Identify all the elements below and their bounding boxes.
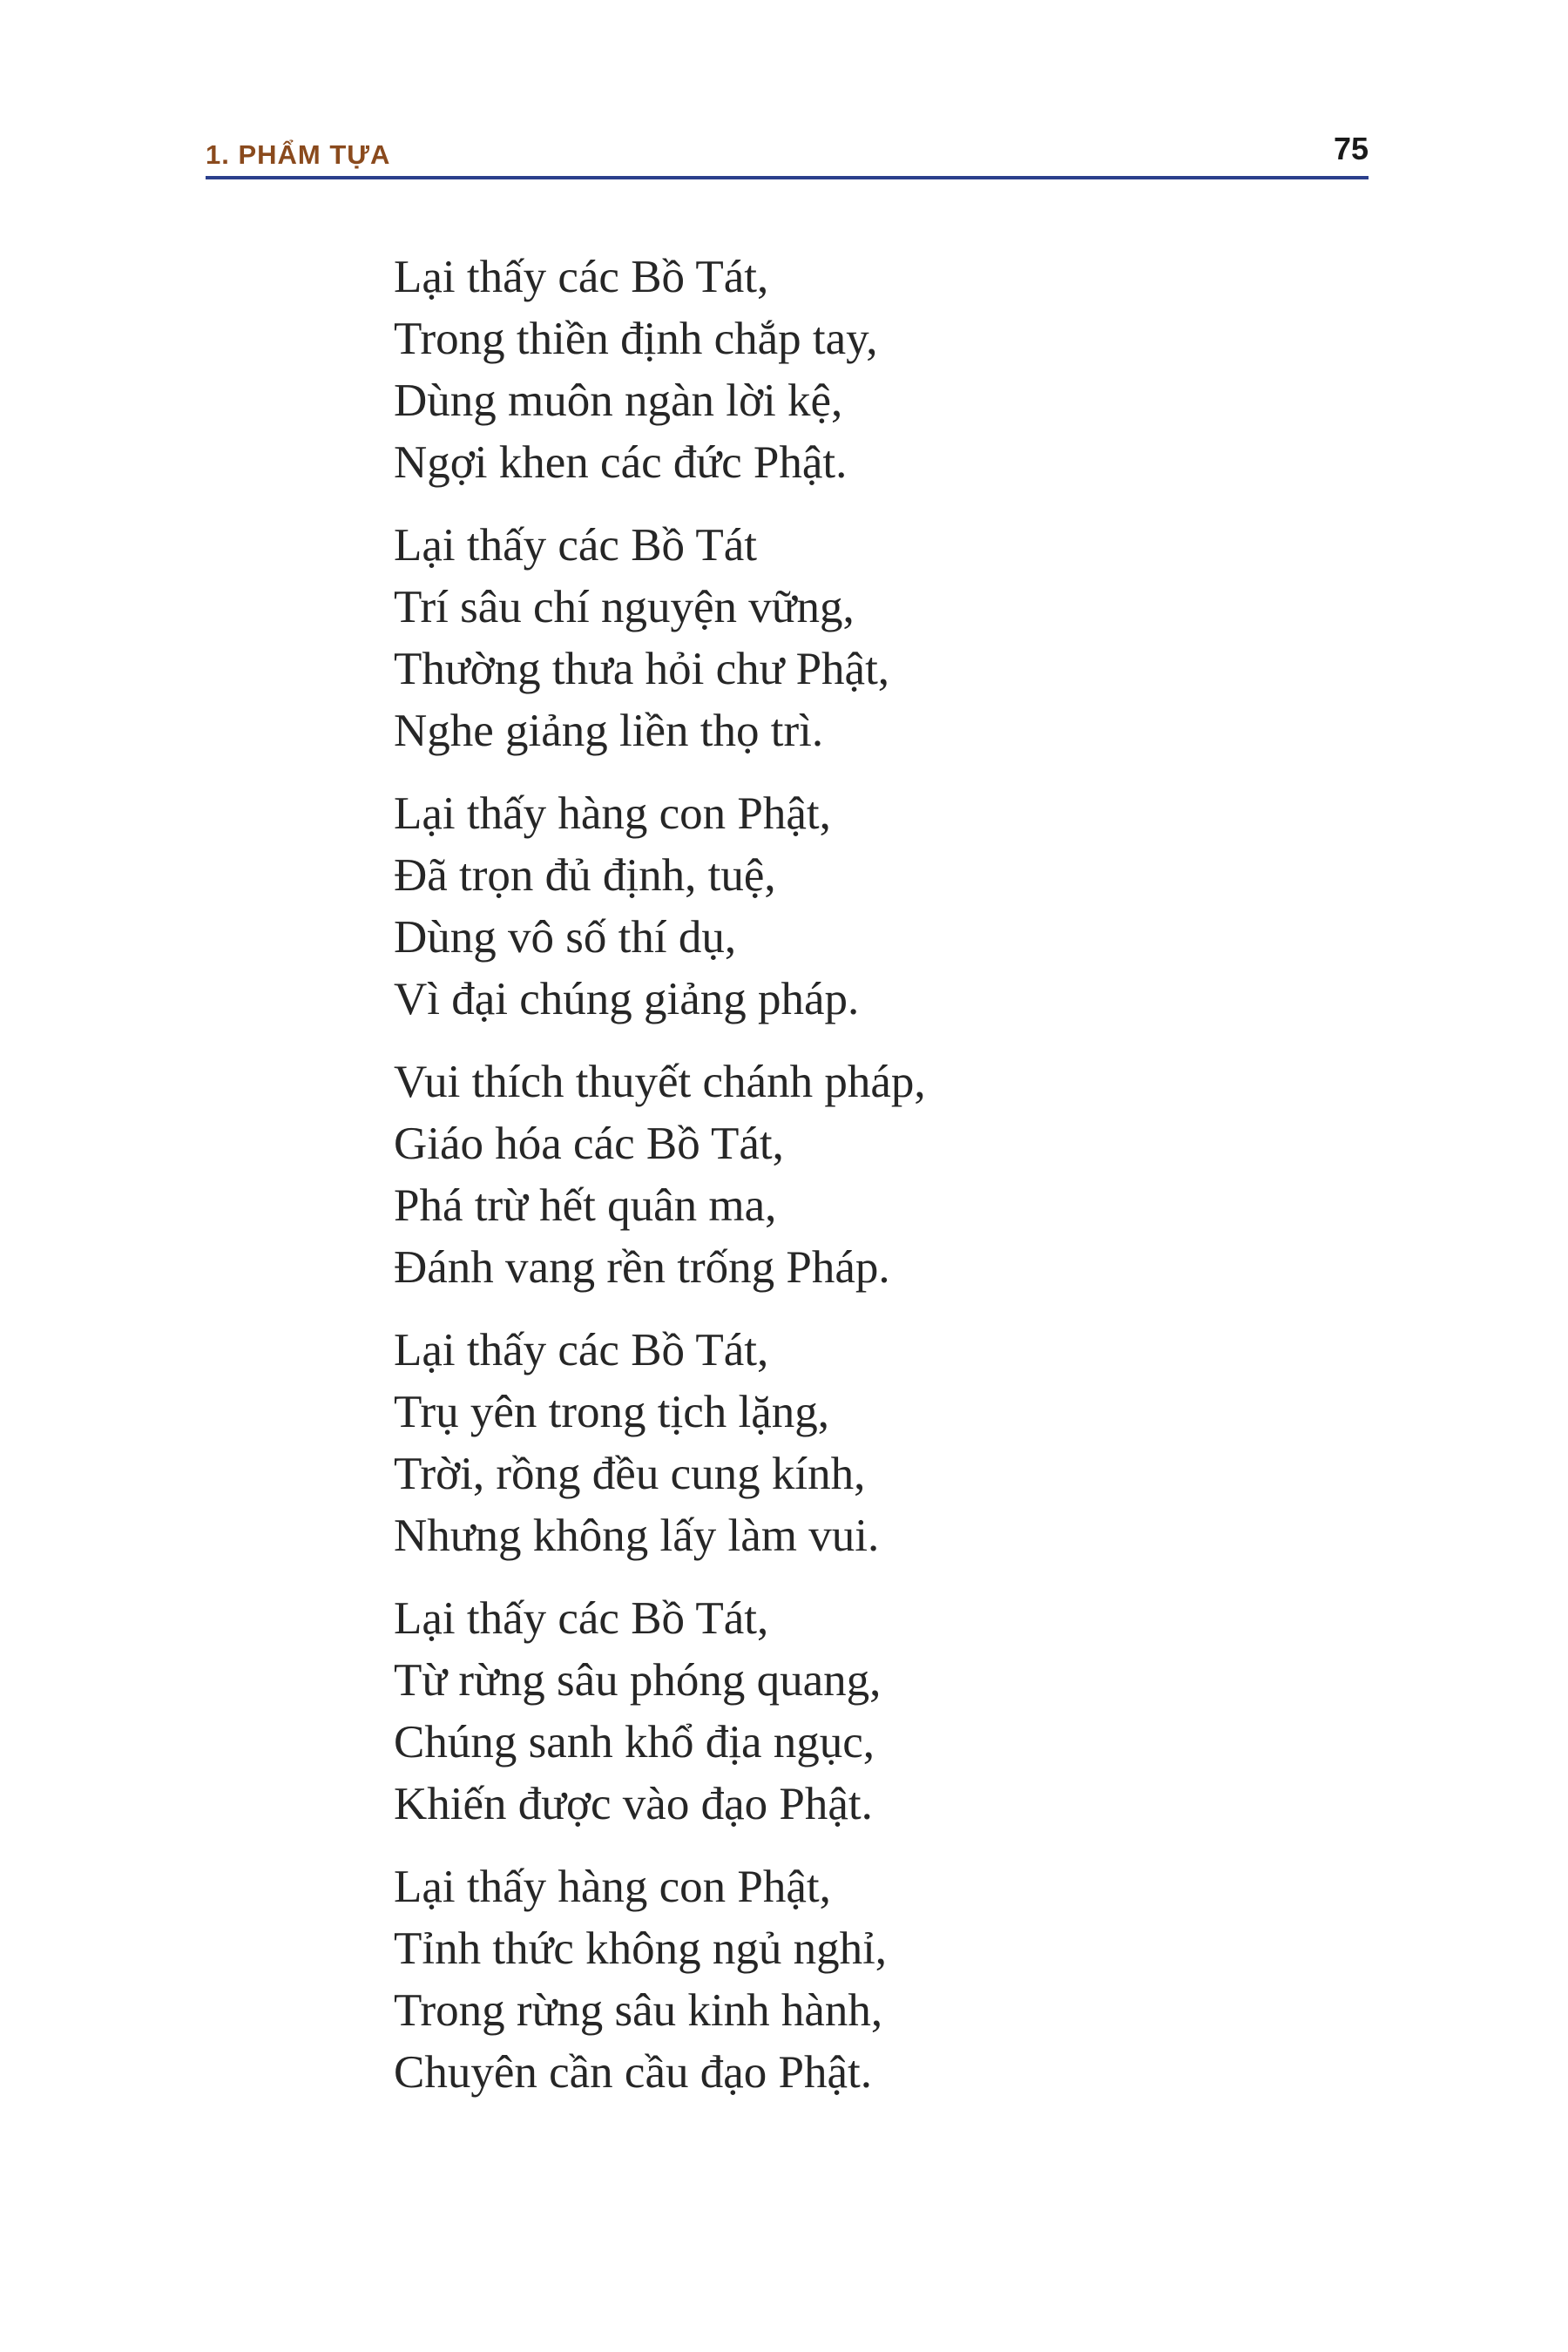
verse-line: Trong rừng sâu kinh hành, <box>394 1985 883 2036</box>
stanza <box>394 1856 1352 2104</box>
verse-line: Ngợi khen các đức Phật. <box>394 437 848 488</box>
verse-line: Từ rừng sâu phóng quang, <box>394 1655 882 1706</box>
verse-line: Dùng vô số thí dụ, <box>394 912 737 963</box>
page-number: 75 <box>1333 131 1369 166</box>
verse-line: Trong thiền định chắp tay, <box>394 314 878 364</box>
verse-body <box>394 247 1352 2125</box>
verse-line: Chúng sanh khổ địa ngục, <box>394 1717 875 1767</box>
verse-line: Thường thưa hỏi chư Phật, <box>394 644 890 694</box>
verse-line: Giáo hóa các Bồ Tát, <box>394 1119 784 1169</box>
verse-line: Chuyên cần cầu đạo Phật. <box>394 2047 872 2098</box>
verse-line: Dùng muôn ngàn lời kệ, <box>394 375 843 426</box>
verse-line: Vì đại chúng giảng pháp. <box>394 974 860 1024</box>
verse-line: Lại thấy các Bồ Tát, <box>394 1325 769 1375</box>
verse-line: Nghe giảng liền thọ trì. <box>394 706 824 756</box>
stanza <box>394 247 1352 494</box>
verse-line: Lại thấy hàng con Phật, <box>394 1862 831 1912</box>
stanza <box>394 1051 1352 1299</box>
verse-line: Khiến được vào đạo Phật. <box>394 1779 873 1829</box>
stanza <box>394 1320 1352 1567</box>
page-header <box>206 131 1369 179</box>
verse-line: Đánh vang rền trống Pháp. <box>394 1242 890 1293</box>
chapter-title: 1. PHẨM TỰA <box>206 139 391 170</box>
stanza <box>394 1588 1352 1835</box>
verse-line: Đã trọn đủ định, tuệ, <box>394 850 776 901</box>
stanza <box>394 515 1352 762</box>
header-divider <box>206 176 1369 179</box>
verse-line: Lại thấy các Bồ Tát <box>394 520 757 571</box>
verse-line: Lại thấy các Bồ Tát, <box>394 1593 769 1644</box>
verse-line: Phá trừ hết quân ma, <box>394 1180 777 1231</box>
verse-line: Trời, rồng đều cung kính, <box>394 1449 866 1499</box>
verse-line: Lại thấy các Bồ Tát, <box>394 252 769 302</box>
verse-line: Tỉnh thức không ngủ nghỉ, <box>394 1923 888 1974</box>
verse-line: Lại thấy hàng con Phật, <box>394 788 831 839</box>
stanza <box>394 783 1352 1031</box>
verse-line: Nhưng không lấy làm vui. <box>394 1511 880 1561</box>
verse-line: Trí sâu chí nguyện vững, <box>394 582 855 632</box>
verse-line: Trụ yên trong tịch lặng, <box>394 1387 830 1437</box>
verse-line: Vui thích thuyết chánh pháp, <box>394 1057 926 1107</box>
